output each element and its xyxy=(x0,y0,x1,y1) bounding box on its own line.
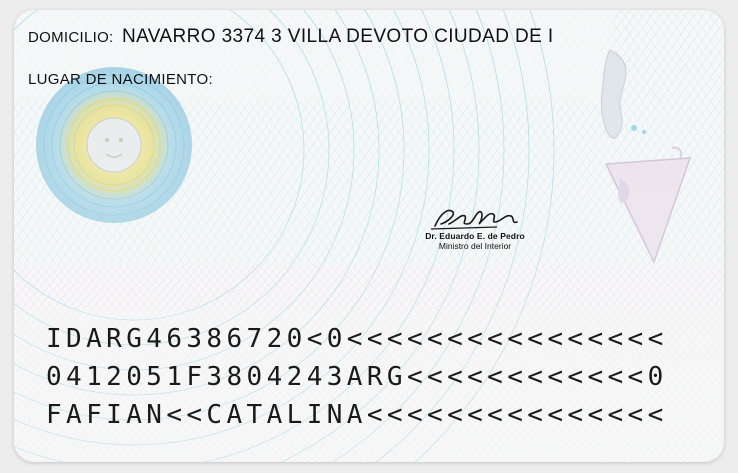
mrz-line-3: FAFIAN<<CATALINA<<<<<<<<<<<<<<< xyxy=(46,400,668,430)
mrz-line-1: IDARG46386720<0<<<<<<<<<<<<<<<< xyxy=(46,324,668,354)
minister-signature-block xyxy=(410,202,540,251)
domicilio-row xyxy=(28,26,554,48)
minister-name: Dr. Eduardo E. de Pedro xyxy=(425,231,525,241)
minister-title: Ministro del Interior xyxy=(438,241,512,251)
domicilio-value: NAVARRO 3374 3 VILLA DEVOTO CIUDAD DE I xyxy=(121,26,554,47)
signature-icon xyxy=(427,202,523,232)
lugar-nacimiento-label: LUGAR DE NACIMIENTO: xyxy=(28,71,213,88)
machine-readable-zone xyxy=(46,320,668,434)
mrz-line-2: 0412051F3804243ARG<<<<<<<<<<<<0 xyxy=(46,362,668,392)
domicilio-label: DOMICILIO: xyxy=(28,29,114,46)
lugar-nacimiento-row xyxy=(28,68,217,90)
id-card-back xyxy=(14,10,724,462)
